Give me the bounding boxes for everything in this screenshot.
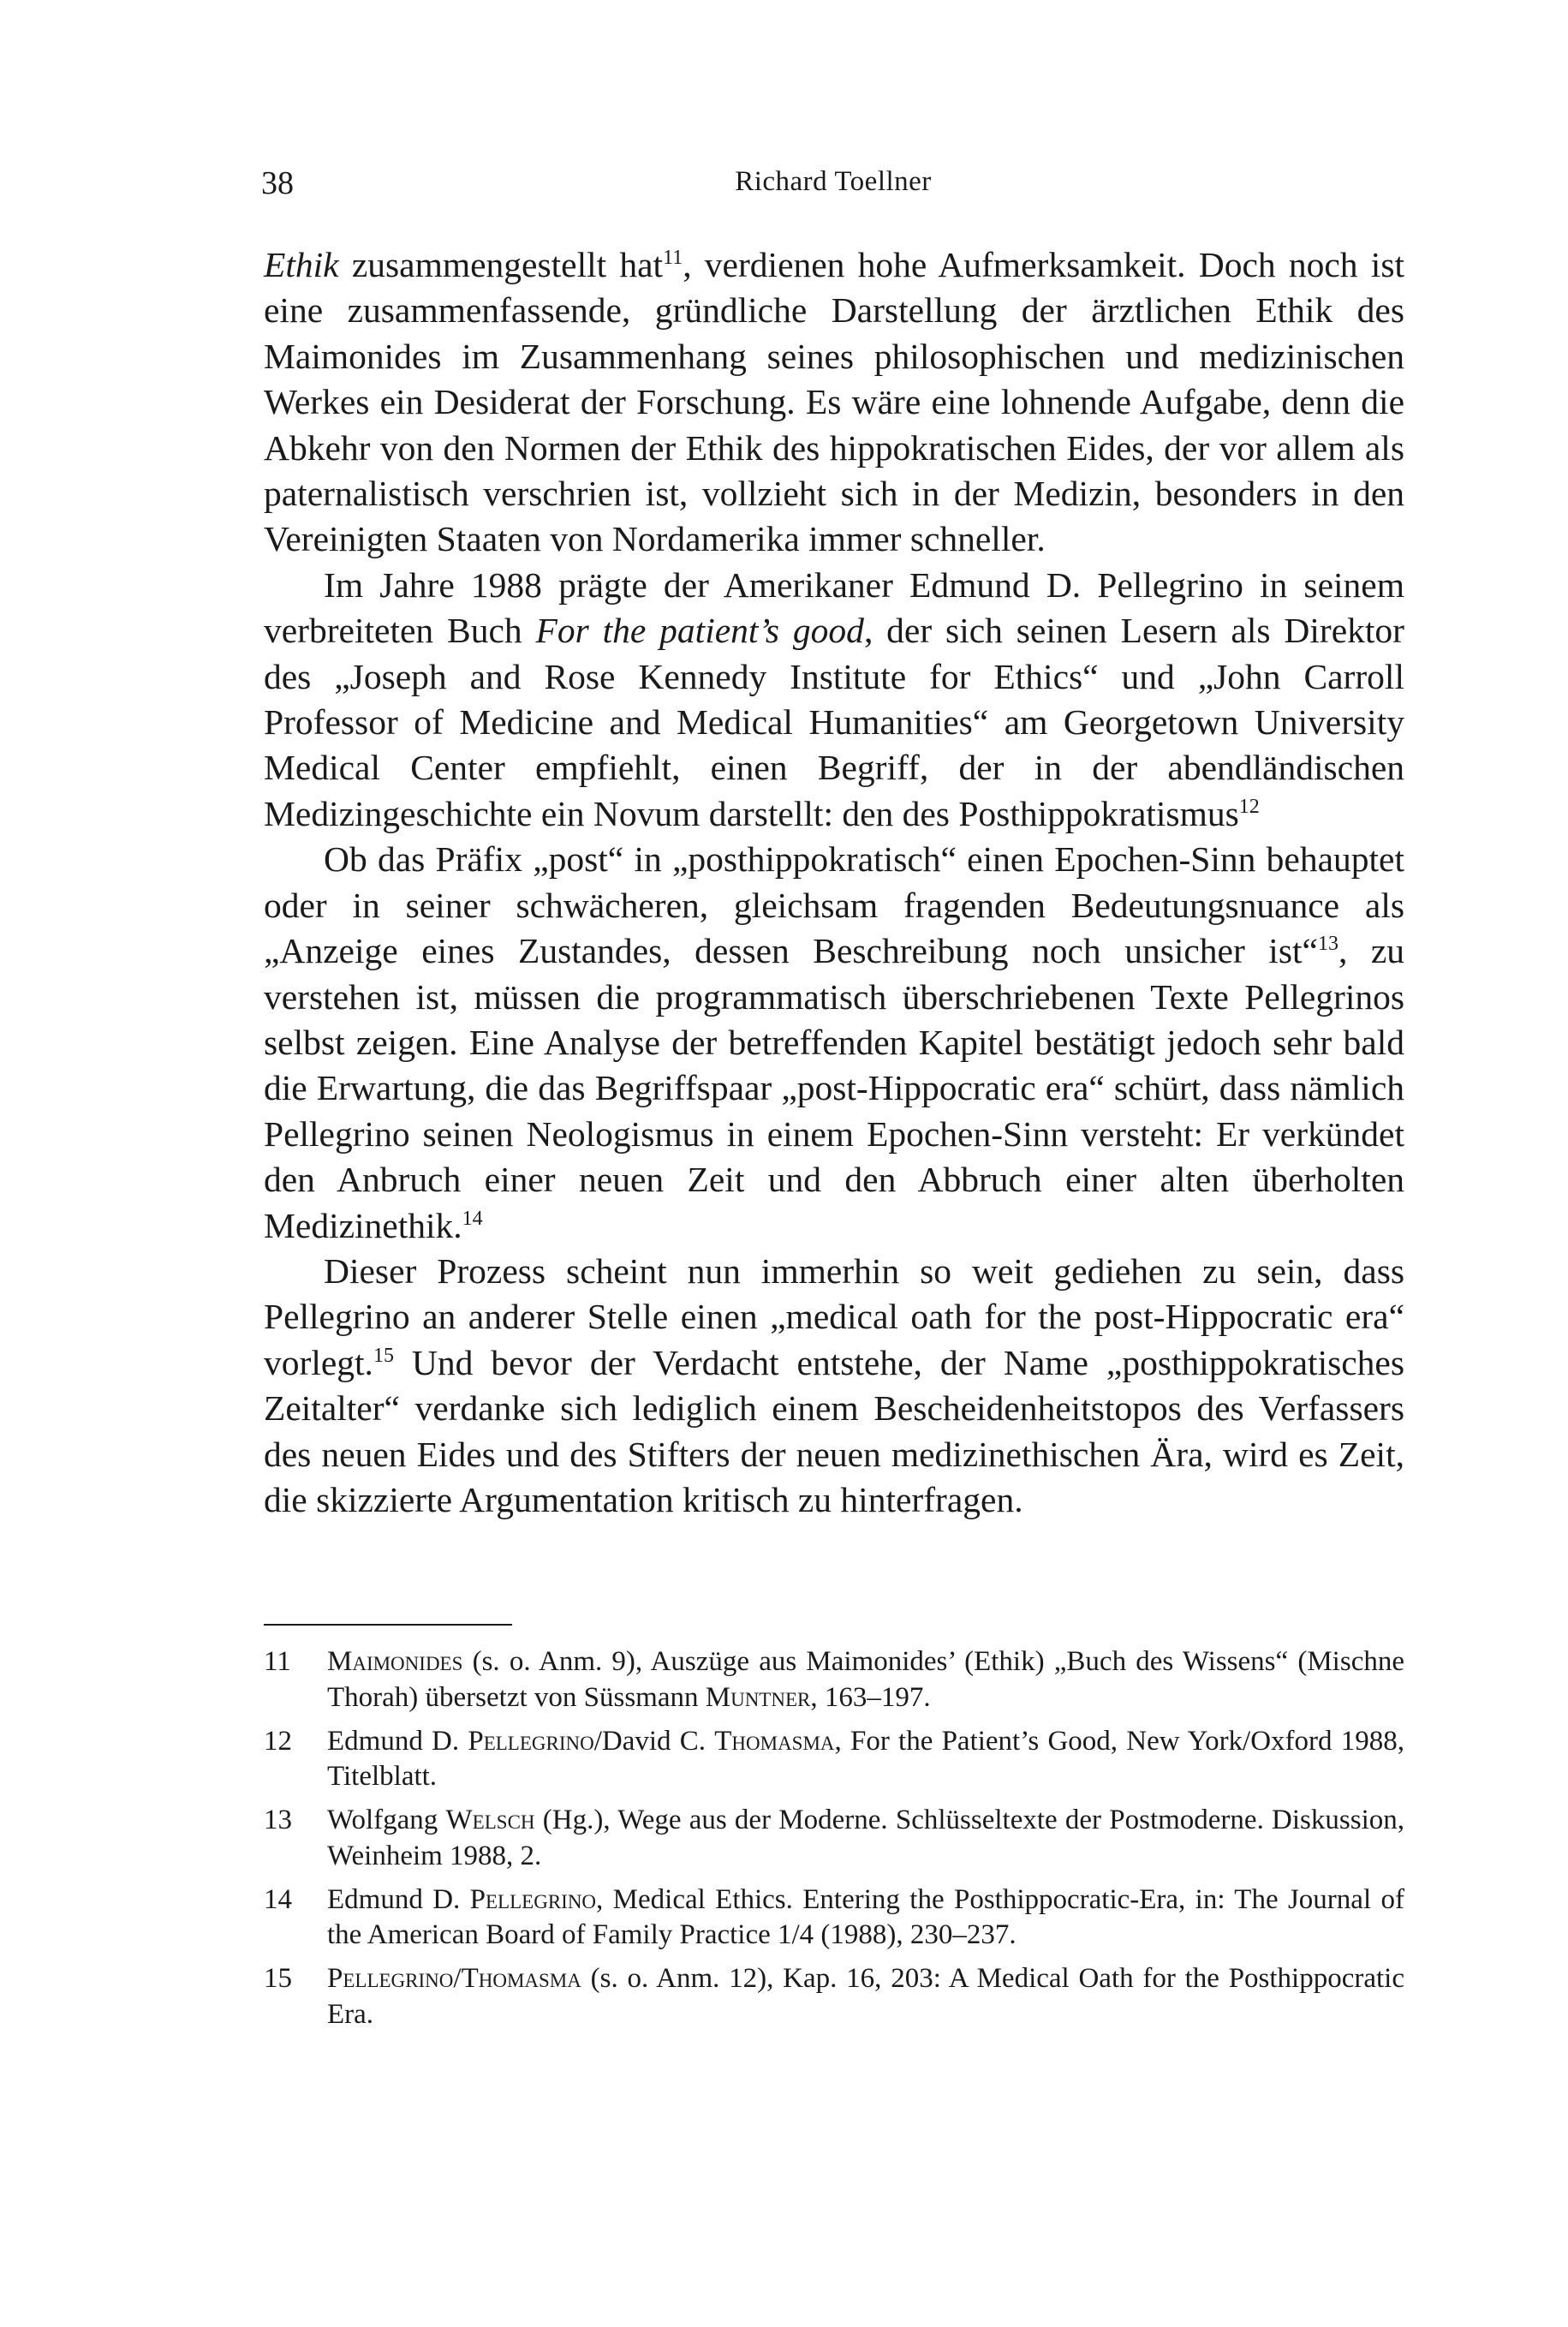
footnote-text: , For the Patient’s Good, New York/Oxford 1988, Titelblatt. bbox=[327, 1725, 1404, 1792]
footnote-number: 14 bbox=[264, 1883, 292, 1915]
running-head-author: Richard Toellner bbox=[735, 166, 932, 197]
author-smallcaps: Pellegrino bbox=[327, 1963, 454, 1994]
paragraph-3 bbox=[264, 837, 1404, 1249]
footnote-text: , Medical Ethics. Entering the Posthippocratic-Era, in: The Journal of the American Board of Family Practice 1/4 (1988), 230–237. bbox=[327, 1883, 1404, 1950]
footnote-11 bbox=[264, 1644, 1404, 1715]
footnote-ref-12[interactable]: 12 bbox=[1238, 795, 1260, 818]
paragraph-1-text-a: zusammengestellt hat bbox=[338, 245, 664, 284]
paragraph-1-text-b: , verdienen hohe Aufmerksamkeit. Doch noch ist eine zusammenfassende, gründliche Darstellung der ärztlichen Ethik des Maimonides im Zusammenhang seines philosophischen und medizinischen Werkes ein Desiderat der Forschung. Es wäre eine lohnende Aufgabe, denn die Abkehr von den Normen der Ethik des hippokratischen Eides, der vor allem als paternalistisch verschrien ist, vollzieht sich in der Medizin, besonders in den Vereinigten Staaten von Nordamerika immer schneller. bbox=[264, 245, 1404, 559]
footnote-14 bbox=[264, 1882, 1404, 1954]
paragraph-4 bbox=[264, 1249, 1404, 1523]
italic-book-title: For the patient’s good bbox=[535, 611, 864, 651]
footnote-text: (s. o. Anm. 12), Kap. 16, 203: A Medical Oath for the Posthippocratic Era. bbox=[327, 1963, 1404, 2030]
footnote-text: Wolfgang bbox=[327, 1805, 446, 1835]
page-number: 38 bbox=[261, 165, 294, 201]
paragraph-3-text-b: , zu verstehen ist, müssen die programmatisch überschriebenen Texte Pellegrinos selbst zeigen. Eine Analyse der betreffenden Kapitel bestätigt jedoch sehr bald die Erwartung, die das Begriffspaar „post-Hippocratic era“ schürt, dass nämlich Pellegrino seinen Neologismus in einem Epochen-Sinn versteht: Er verkündet den Anbruch einer neuen Zeit und den Abbruch einer alten überholten Medizinethik. bbox=[264, 931, 1404, 1245]
footnote-13 bbox=[264, 1803, 1404, 1874]
footnote-number: 12 bbox=[264, 1725, 292, 1757]
footnotes bbox=[264, 1644, 1404, 2041]
paragraph-1 bbox=[264, 242, 1404, 563]
footnote-text: /David C. bbox=[593, 1725, 715, 1757]
author-smallcaps: Muntner bbox=[705, 1681, 811, 1713]
paragraph-4-text-b: Und bevor der Verdacht entstehe, der Name „posthippokratisches Zeitalter“ verdanke sich lediglich einem Bescheidenheitstopos des Verfassers des neuen Eides und des Stifters der neuen medizinethischen Ära, wird es Zeit, die skizzierte Argumentation kritisch zu hinterfragen. bbox=[264, 1342, 1404, 1519]
paragraph-2-text-a: Im Jahre 1988 prägte der Amerikaner Edmund D. Pellegrino in seinem verbreiteten Buch bbox=[264, 564, 1404, 651]
footnote-number: 15 bbox=[264, 1963, 292, 1994]
footnote-divider bbox=[264, 1624, 512, 1626]
paragraph-2 bbox=[264, 563, 1404, 837]
paragraph-2-text-b: , der sich seinen Lesern als Direktor des „Joseph and Rose Kennedy Institute for Ethics“ und „John Carroll Professor of Medicine and Medical Humanities“ am Georgetown University Medical Center empfiehlt, einen Begriff, der in der abendländischen Medizingeschichte ein Novum darstellt: den des Posthippokratismus bbox=[264, 611, 1404, 833]
author-smallcaps: Welsch bbox=[445, 1805, 535, 1835]
footnote-12 bbox=[264, 1724, 1404, 1795]
paragraph-3-text-a: Ob das Präfix „post“ in „posthippokratisch“ einen Epochen-Sinn behauptet oder in seiner schwächeren, gleichsam fragenden Bedeutungsnuance als „Anzeige eines Zustandes, dessen Beschreibung noch unsicher ist“ bbox=[264, 839, 1404, 971]
footnote-text: / bbox=[453, 1963, 462, 1994]
footnote-text: (s. o. Anm. 9), Auszüge aus Maimonides’ (Ethik) „Buch des Wissens“ (Mischne Thorah) übersetzt von Süssmann bbox=[327, 1646, 1404, 1713]
italic-title-ethik: Ethik bbox=[264, 245, 339, 284]
footnote-ref-11[interactable]: 11 bbox=[663, 247, 683, 269]
footnote-ref-15[interactable]: 15 bbox=[373, 1344, 394, 1367]
footnote-text: Edmund D. bbox=[327, 1725, 468, 1757]
footnote-15 bbox=[264, 1961, 1404, 2032]
author-smallcaps: Pellegrino bbox=[468, 1725, 594, 1757]
footnote-text: , 163–197. bbox=[810, 1681, 931, 1713]
author-smallcaps: Maimonides bbox=[327, 1646, 463, 1677]
author-smallcaps: Thomasma bbox=[714, 1725, 835, 1757]
footnote-text: Edmund D. bbox=[327, 1883, 470, 1915]
main-text bbox=[264, 242, 1404, 1523]
footnote-text: (Hg.), Wege aus der Moderne. Schlüsseltexte der Postmoderne. Diskussion, Weinheim 1988, 2. bbox=[327, 1805, 1404, 1871]
author-smallcaps: Thomasma bbox=[461, 1963, 581, 1994]
footnote-number: 11 bbox=[264, 1646, 291, 1677]
page-header bbox=[261, 164, 1405, 207]
footnote-ref-14[interactable]: 14 bbox=[462, 1207, 483, 1230]
footnote-ref-13[interactable]: 13 bbox=[1317, 933, 1338, 956]
paragraph-4-text-a: Dieser Prozess scheint nun immerhin so weit gediehen zu sein, dass Pellegrino an anderer Stelle einen „medical oath for the post-Hippocratic era“ vorlegt. bbox=[264, 1250, 1404, 1382]
author-smallcaps: Pellegrino bbox=[469, 1883, 597, 1915]
footnote-number: 13 bbox=[264, 1805, 292, 1835]
